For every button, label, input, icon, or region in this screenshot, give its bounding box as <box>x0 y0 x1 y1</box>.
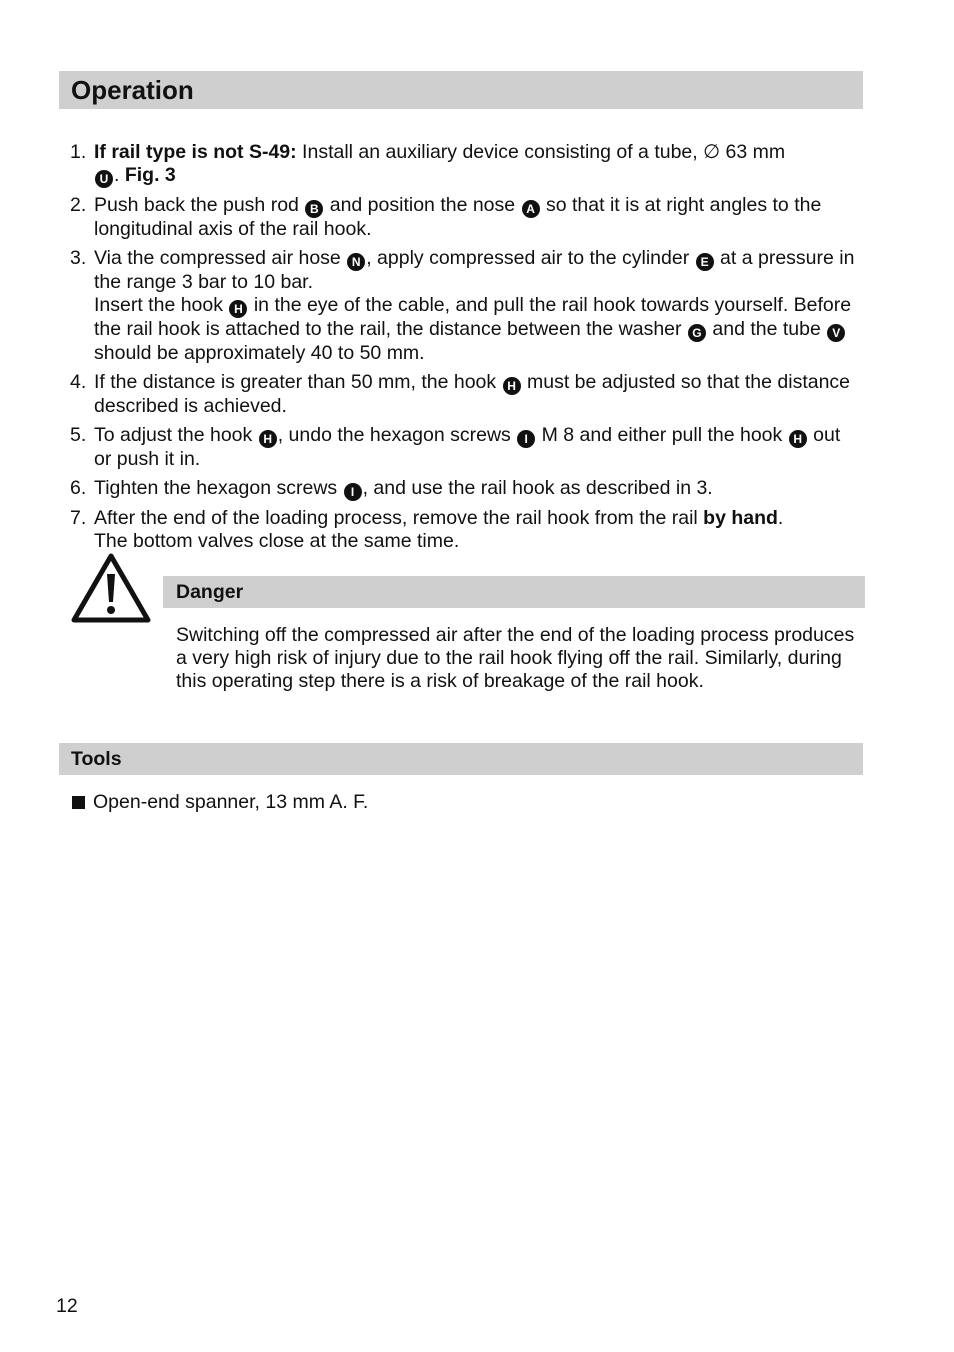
tools-header <box>59 743 863 775</box>
danger-text: Switching off the compressed air after the end of the loading process produces a very high risk of injury due to the rail hook flying off the rail. Similarly, during this operating step there is a risk of breakage of the rail hook. <box>176 624 855 692</box>
ref-i-icon: I <box>517 430 535 448</box>
step-2: 2. Push back the push rod B and position the nose A so that it is at right angles to the longitudinal axis of the rail hook. <box>70 194 822 240</box>
operation-header <box>59 71 863 109</box>
ref-h-icon: H <box>229 300 247 318</box>
step-4: 4. If the distance is greater than 50 mm, the hook H must be adjusted so that the distance described is achieved. <box>70 371 851 417</box>
step-5: 5. To adjust the hook H , undo the hexagon screws I M 8 and either pull the hook H out or push it in. <box>70 424 841 470</box>
section-title: Operation <box>71 75 194 105</box>
ref-h-icon: H <box>789 430 807 448</box>
step-3: 3. Via the compressed air hose N , apply compressed air to the cylinder E at a pressure in the range 3 bar to 10 bar. Insert the hook H in the eye of the cable, and pull the rail hook towards yourself. Before the rail hook is attached to the rail, the distance between the washer G and the tube V should be approximately 40 to 50 mm. <box>70 247 855 364</box>
ref-b-icon: B <box>305 200 323 218</box>
warning-triangle-icon <box>70 552 152 624</box>
operation-steps <box>70 141 860 559</box>
danger-header <box>163 576 865 608</box>
ref-h-icon: H <box>259 430 277 448</box>
step-1: 1. If rail type is not S-49: Install an auxiliary device consisting of a tube, ∅ 63 mm U . Fig. 3 <box>70 141 786 186</box>
page-number: 12 <box>56 1295 78 1317</box>
ref-h-icon: H <box>503 377 521 395</box>
step-6: 6. Tighten the hexagon screws I , and use the rail hook as described in 3. <box>70 477 713 499</box>
tool-item: Open-end spanner, 13 mm A. F. <box>72 791 368 814</box>
danger-title: Danger <box>176 581 244 603</box>
ref-g-icon: G <box>688 324 706 342</box>
tools-title: Tools <box>71 748 122 770</box>
ref-e-icon: E <box>696 253 714 271</box>
ref-n-icon: N <box>347 253 365 271</box>
step-7: 7. After the end of the loading process, remove the rail hook from the rail by hand. The bottom valves close at the same time. <box>70 507 784 552</box>
ref-v-icon: V <box>827 324 845 342</box>
bullet-square-icon <box>72 796 85 809</box>
ref-a-icon: A <box>522 200 540 218</box>
ref-i-icon: I <box>344 483 362 501</box>
ref-u-icon: U <box>95 170 113 188</box>
